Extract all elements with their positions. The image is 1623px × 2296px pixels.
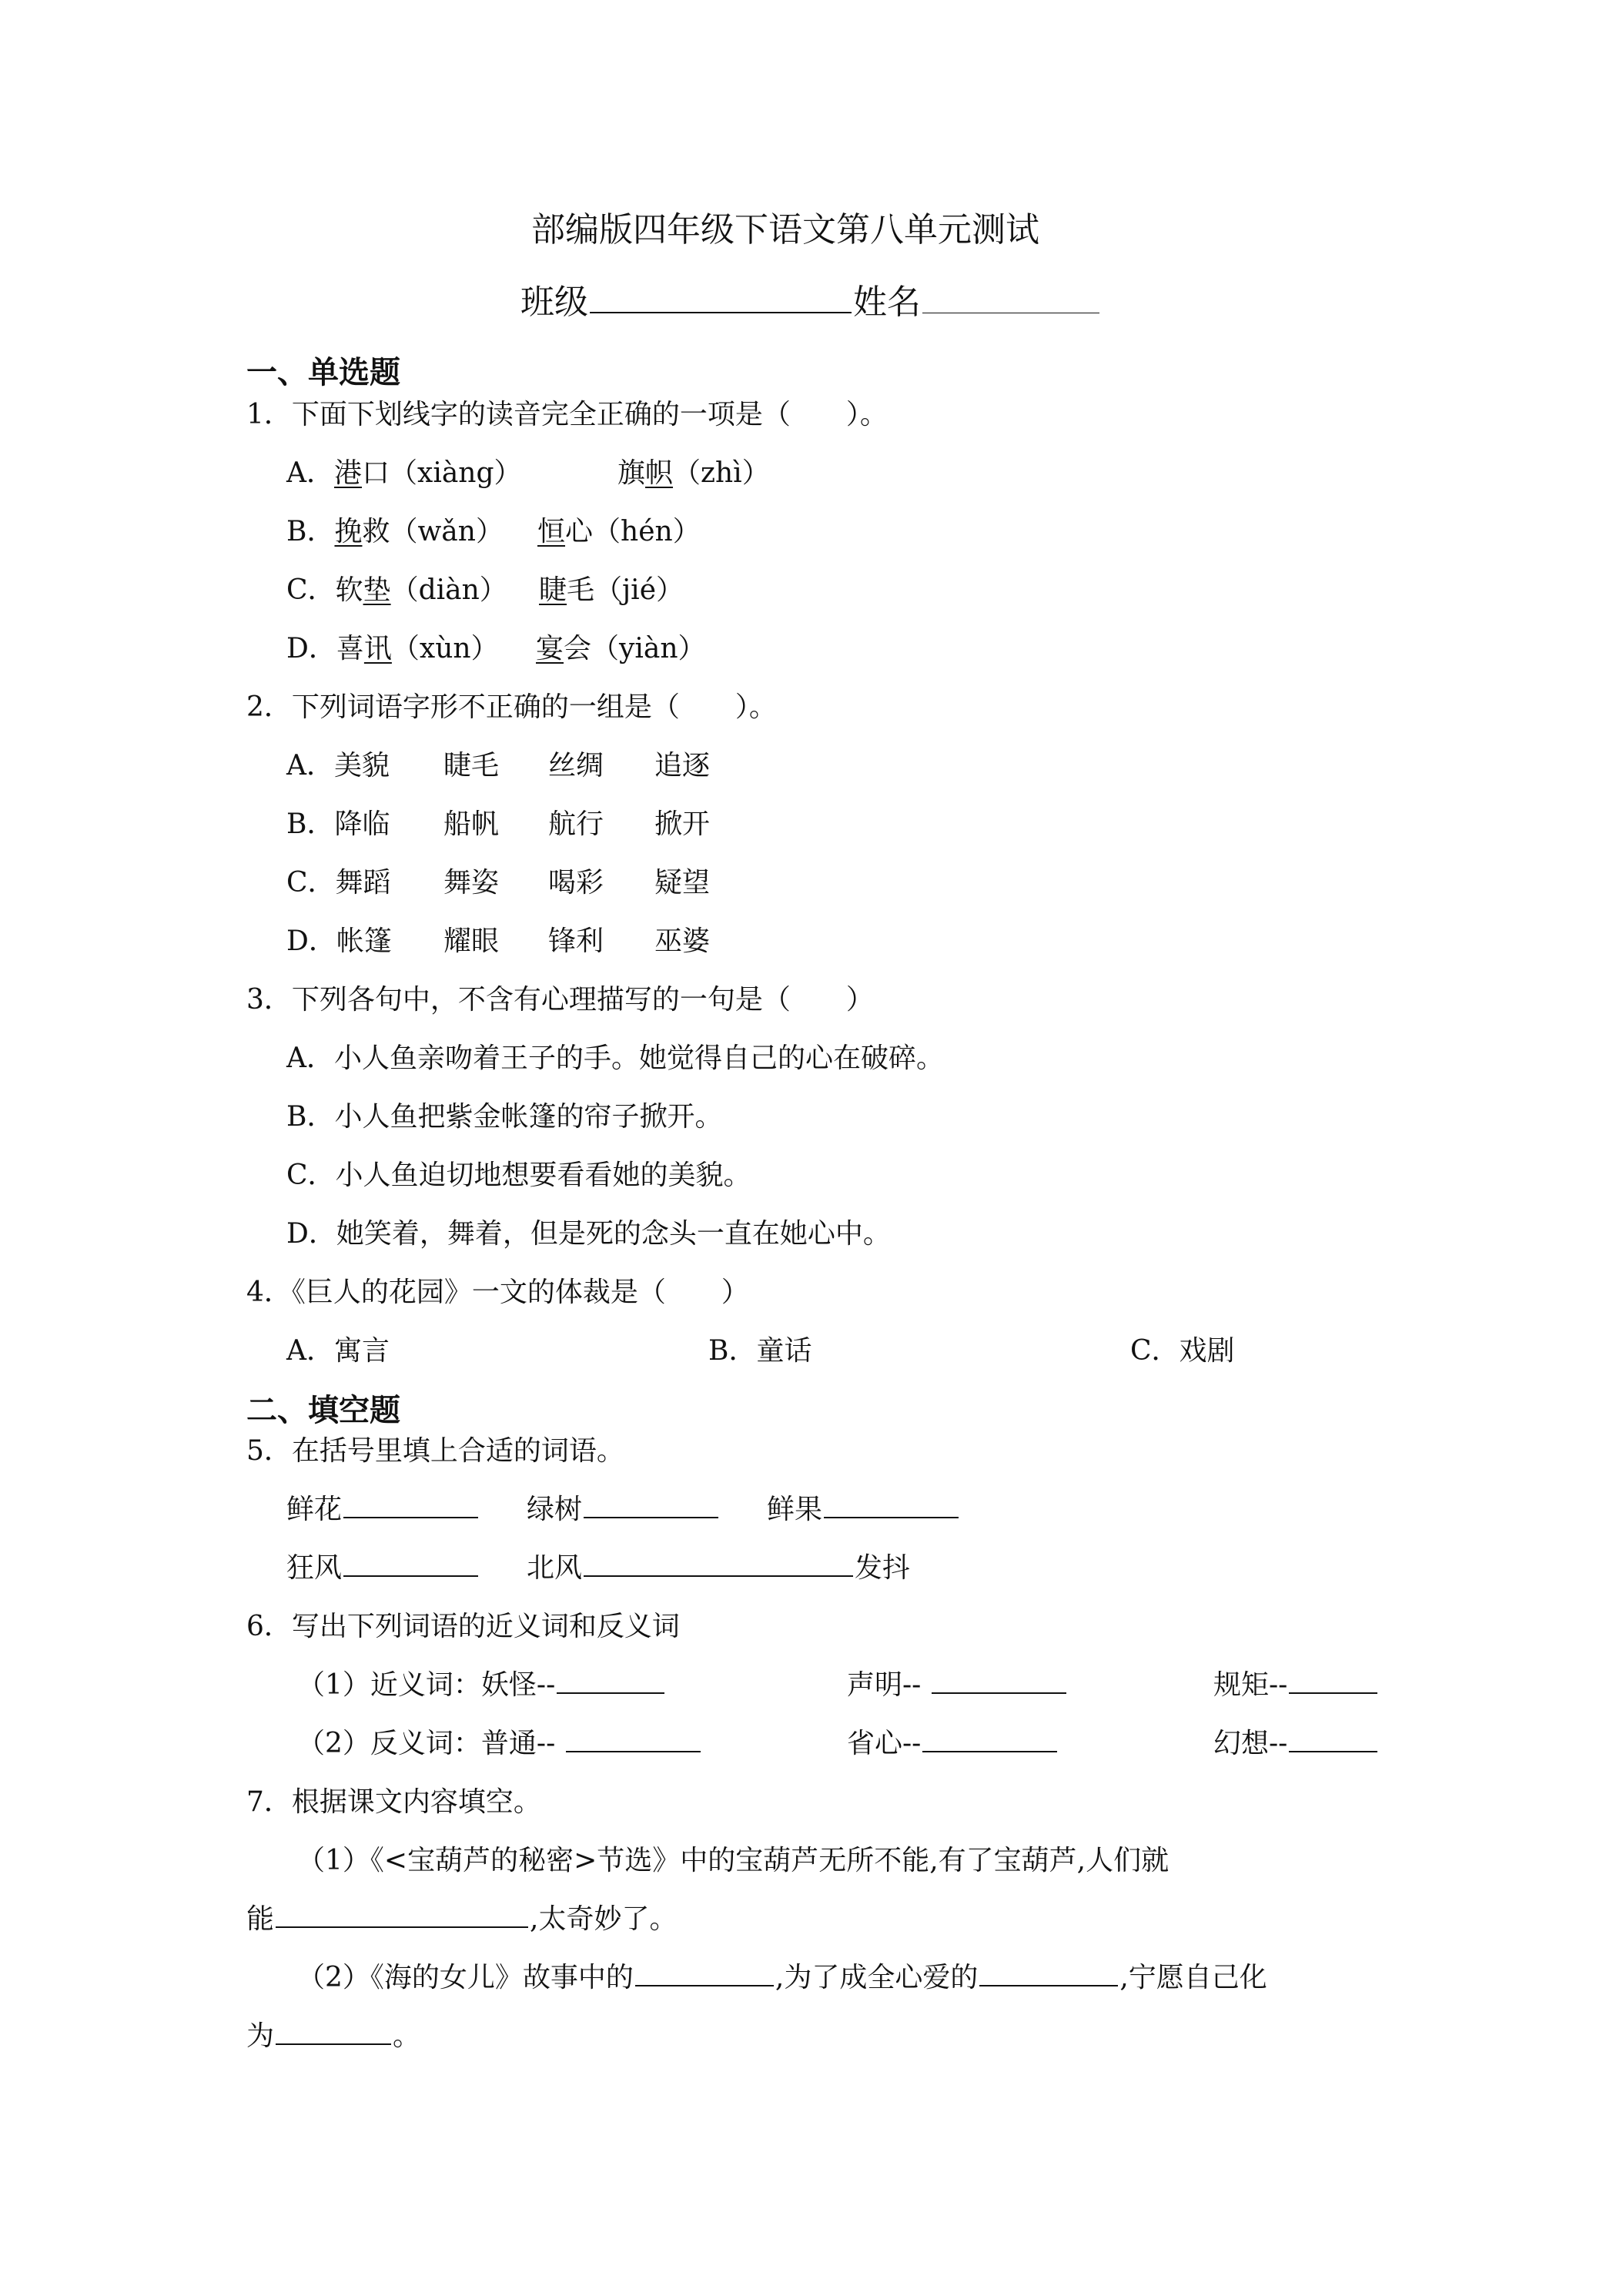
option-word: 睫毛 — [443, 750, 500, 782]
answer-blank[interactable] — [343, 1489, 478, 1518]
question-stem: 6．写出下列词语的近义词和反义词 — [246, 1611, 680, 1642]
fill-paragraph: （1）《<宝葫芦的秘密>节选》中的宝葫芦无所不能,有了宝葫芦,人们就 — [297, 1845, 1170, 1876]
antonym-item: 幻想-- — [1213, 1722, 1379, 1761]
fill-item: 鲜花 — [286, 1488, 480, 1527]
option-b-word2: 恒心（hén） — [537, 516, 701, 547]
section-title: 一、单选题 — [246, 355, 400, 390]
name-label: 姓名 — [853, 283, 921, 322]
option-a: A．寓言 — [286, 1335, 390, 1367]
question-stem: 7．根据课文内容填空。 — [246, 1786, 541, 1818]
option-c: C．舞蹈 — [286, 867, 391, 899]
answer-blank[interactable] — [566, 1723, 701, 1752]
option-word: 追逐 — [654, 750, 711, 782]
answer-blank[interactable] — [584, 1489, 718, 1518]
answer-blank[interactable] — [1289, 1723, 1377, 1752]
option-word: 疑望 — [654, 867, 711, 899]
class-blank[interactable] — [590, 278, 852, 313]
synonym-row: （1）近义词：妖怪-- — [297, 1663, 666, 1702]
fill-item: 北风 发抖 — [527, 1546, 910, 1585]
option-b: B．挽救（wǎn） — [286, 516, 504, 547]
answer-blank[interactable] — [584, 1548, 853, 1577]
option-word: 掀开 — [654, 808, 711, 840]
answer-blank[interactable] — [276, 1899, 528, 1928]
option-word: 巫婆 — [654, 925, 711, 957]
fill-paragraph: 能 ,太奇妙了。 — [246, 1897, 677, 1936]
page-title: 部编版四年级下语文第八单元测试 — [531, 210, 1039, 249]
fill-paragraph: 为 。 — [246, 2014, 420, 2053]
option-c: C．小人鱼迫切地想要看看她的美貌。 — [286, 1160, 751, 1191]
question-stem: 5．在括号里填上合适的词语。 — [246, 1435, 624, 1467]
option-word: 船帆 — [443, 808, 500, 840]
synonym-item: 规矩-- — [1213, 1663, 1379, 1702]
option-b: B．小人鱼把紫金帐篷的帘子掀开。 — [286, 1101, 723, 1133]
question-stem: 4．《巨人的花园》一文的体裁是（ ） — [246, 1277, 749, 1308]
antonym-item: 省心-- — [847, 1722, 1059, 1761]
option-d-word2: 宴会（yiàn） — [536, 633, 706, 664]
option-a: A．美貌 — [286, 750, 390, 782]
answer-blank[interactable] — [932, 1665, 1066, 1694]
answer-blank[interactable] — [557, 1665, 664, 1694]
question-stem: 2．下列词语字形不正确的一组是（ ）。 — [246, 691, 777, 723]
question-stem: 1．下面下划线字的读音完全正确的一项是（ ）。 — [246, 399, 888, 430]
option-word: 喝彩 — [548, 867, 604, 899]
option-c: C．软垫（diàn） — [286, 574, 507, 606]
question-stem: 3．下列各句中，不含有心理描写的一句是（ ） — [246, 984, 874, 1016]
option-d: D．她笑着，舞着，但是死的念头一直在她心中。 — [286, 1218, 891, 1250]
fill-item: 绿树 — [527, 1488, 720, 1527]
answer-blank[interactable] — [979, 1957, 1118, 1986]
answer-blank[interactable] — [922, 1723, 1057, 1752]
option-a: A．港口（xiàng） — [286, 457, 522, 489]
option-c: C．戏剧 — [1130, 1335, 1235, 1367]
fill-item: 鲜果 — [767, 1488, 960, 1527]
section-title: 二、填空题 — [246, 1393, 400, 1428]
answer-blank[interactable] — [343, 1548, 478, 1577]
option-word: 舞姿 — [443, 867, 500, 899]
answer-blank[interactable] — [276, 2016, 391, 2045]
option-word: 丝绸 — [548, 750, 604, 782]
option-b: B．降临 — [286, 808, 390, 840]
fill-paragraph: （2）《海的女儿》故事中的 ,为了成全心爱的 ,宁愿自己化 — [297, 1956, 1267, 1995]
antonym-row: （2）反义词：普通-- — [297, 1722, 702, 1761]
option-a-word2: 旗帜（zhì） — [617, 457, 770, 489]
option-a: A．小人鱼亲吻着王子的手。她觉得自己的心在破碎。 — [286, 1043, 944, 1074]
option-c-word2: 睫毛（jié） — [539, 574, 684, 606]
option-d: D．喜讯（xùn） — [286, 633, 499, 664]
option-word: 航行 — [548, 808, 604, 840]
option-b: B．童话 — [708, 1335, 812, 1367]
answer-blank[interactable] — [824, 1489, 959, 1518]
student-info-line — [520, 274, 1101, 323]
fill-item: 狂风 — [286, 1546, 480, 1585]
option-word: 耀眼 — [443, 925, 500, 957]
option-d: D．帐篷 — [286, 925, 392, 957]
name-blank[interactable] — [922, 279, 1099, 313]
option-word: 锋利 — [548, 925, 604, 957]
class-label: 班级 — [520, 283, 588, 322]
answer-blank[interactable] — [1289, 1665, 1377, 1694]
answer-blank[interactable] — [635, 1957, 774, 1986]
synonym-item: 声明-- — [847, 1663, 1068, 1702]
